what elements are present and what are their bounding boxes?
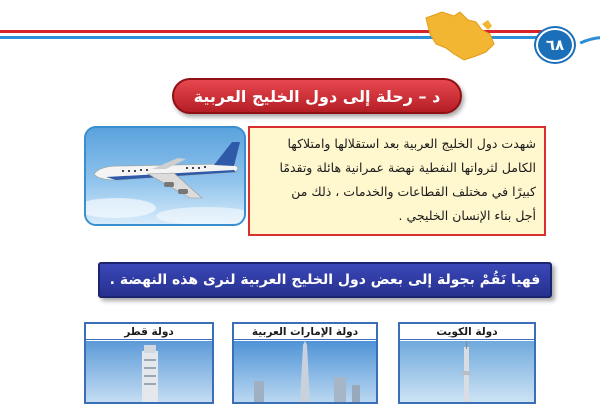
intro-paragraph [248,126,546,236]
paragraph-line: كبيرًا في مختلف القطاعات والخدمات ، ذلك من [291,184,536,199]
uae-photo [234,341,376,403]
section-heading: د – رحلة إلى دول الخليج العربية [172,78,462,114]
paragraph-line: الكامل لثرواتها النفطية نهضة عمرانية هائلة وتقدمًا [279,160,536,175]
card-uae [232,322,378,404]
card-kuwait [398,322,536,404]
gulf-map-icon [420,8,500,64]
paragraph-line: شهدت دول الخليج العربية بعد استقلالها وامتلاكها [287,136,536,151]
card-title-kuwait: دولة الكويت [400,324,534,340]
airplane-illustration [86,128,246,226]
tour-banner: فهيا نَقُمْ بجولة إلى بعض دول الخليج العربية لنرى هذه النهضة . [98,262,552,298]
page-number: ٦٨ [545,36,565,54]
card-title-uae: دولة الإمارات العربية [234,324,376,340]
qatar-photo [86,341,212,403]
card-title-qatar: دولة قطر [86,324,212,340]
paragraph-line: أجل بناء الإنسان الخليجي . [398,208,536,223]
card-qatar [84,322,214,404]
airplane-photo [84,126,246,226]
kuwait-photo [400,341,534,403]
